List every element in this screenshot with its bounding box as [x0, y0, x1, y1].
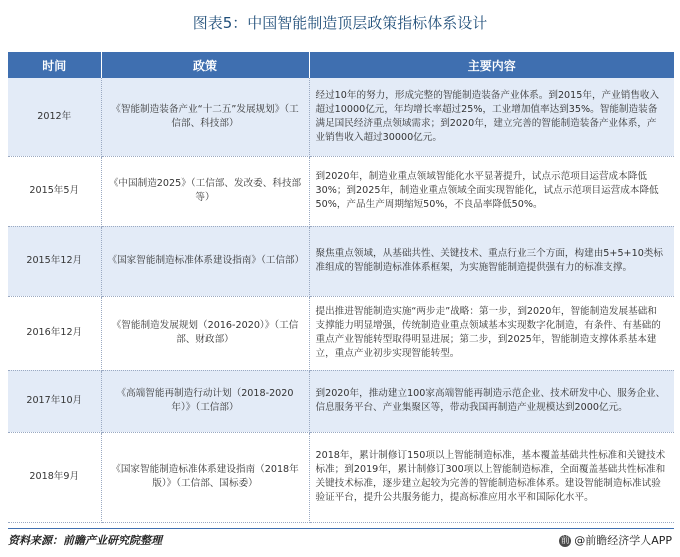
cell-policy: 《国家智能制造标准体系建设指南》（工信部） [101, 226, 309, 296]
policy-table [8, 52, 674, 523]
cell-policy: 《中国制造2025》（工信部、发改委、科技部等） [101, 156, 309, 226]
cell-content: 2018年，累计制修订150项以上智能制造标准，基本覆盖基础共性标准和关键技术标准；到2019年，累计制修订300项以上智能制造标准，全面覆盖基础共性标准和关键技术标准，逐步建立起较为完善的智能制造标准体系。建设智能制造标准试验验证平台，提升公共服务能力，提高标准应用水平和国际化水平。 [309, 432, 674, 522]
cell-policy: 《智能制造发展规划（2016-2020）》（工信部、财政部） [101, 296, 309, 370]
header-policy: 政策 [101, 52, 309, 78]
table-header-row [8, 52, 674, 78]
cell-time: 2012年 [8, 78, 101, 156]
chart-title: 图表5：中国智能制造顶层政策指标体系设计 [192, 14, 488, 32]
cell-content: 聚焦重点领域，从基础共性、关键技术、重点行业三个方面，构建由5+5+10类标准组成的智能制造标准体系框架，为实施智能制造提供强有力的标准支撑。 [309, 226, 674, 296]
table-row [8, 296, 674, 370]
cell-content: 经过10年的努力，形成完整的智能制造装备产业体系。到2015年，产业销售收入超过10000亿元，年均增长率超过25%，工业增加值率达到35%。智能制造装备满足国民经济重点领域需求；到2020年，建立完善的智能制造装备产业体系，产业销售收入超过30000亿元。 [309, 78, 674, 156]
table-row [8, 226, 674, 296]
table-row [8, 370, 674, 432]
cell-policy: 《智能制造装备产业“十二五”发展规划》（工信部、科技部） [101, 78, 309, 156]
cell-content: 提出推进智能制造实施“两步走”战略：第一步，到2020年，智能制造发展基础和支撑能力明显增强，传统制造业重点领域基本实现数字化制造，有条件、有基础的重点产业智能转型取得明显进展；第二步，到2025年，智能制造支撑体系基本建立，重点产业初步实现智能转型。 [309, 296, 674, 370]
cell-content: 到2020年，推动建立100家高端智能再制造示范企业、技术研发中心、服务企业、信息服务平台、产业集聚区等，带动我国再制造产业规模达到2000亿元。 [309, 370, 674, 432]
source-note: 资料来源：前瞻产业研究院整理 [8, 534, 162, 547]
cell-time: 2017年10月 [8, 370, 101, 432]
table-row [8, 432, 674, 522]
table-row [8, 78, 674, 156]
cell-time: 2015年12月 [8, 226, 101, 296]
brand-label: @前瞻经济学人APP [574, 534, 672, 547]
cell-time: 2018年9月 [8, 432, 101, 522]
brand-credit [559, 532, 672, 550]
header-time: 时间 [8, 52, 101, 78]
cell-policy: 《高端智能再制造行动计划（2018-2020年）》（工信部） [101, 370, 309, 432]
cell-time: 2016年12月 [8, 296, 101, 370]
table-row [8, 156, 674, 226]
footer-divider [8, 528, 674, 529]
cell-policy: 《国家智能制造标准体系建设指南（2018年版）》（工信部、国标委） [101, 432, 309, 522]
cell-content: 到2020年，制造业重点领域智能化水平显著提升，试点示范项目运营成本降低30%；到2025年，制造业重点领域全面实现智能化，试点示范项目运营成本降低50%，产品生产周期缩短50%，不良品率降低50%。 [309, 156, 674, 226]
qianzhan-logo-icon: 前 [560, 536, 570, 546]
cell-time: 2015年5月 [8, 156, 101, 226]
header-content: 主要内容 [309, 52, 674, 78]
